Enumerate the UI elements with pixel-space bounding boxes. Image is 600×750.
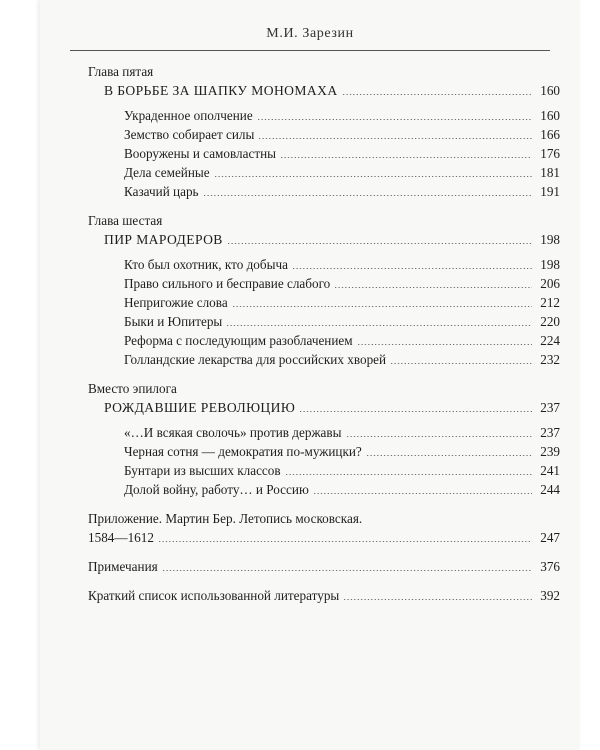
toc-epilogue-title[interactable]	[88, 398, 560, 417]
leader-dots	[390, 363, 532, 364]
toc-chapter-5-title[interactable]	[88, 81, 560, 100]
toc-entry[interactable]	[88, 274, 560, 293]
toc-entry-page: 176	[540, 146, 560, 161]
toc-entry[interactable]	[88, 350, 560, 369]
toc-entry-title: «…И всякая сволочь» против державы	[124, 425, 342, 440]
leader-dots	[158, 541, 532, 542]
toc-entry-title: Быки и Юпитеры	[124, 314, 223, 329]
chapter-label-5: Глава пятая	[88, 64, 154, 79]
toc-notes[interactable]	[88, 557, 560, 576]
toc-entry-page: 206	[540, 276, 560, 291]
toc-entry[interactable]	[88, 106, 560, 125]
leader-dots	[346, 436, 533, 437]
toc-entry-page: 237	[540, 425, 560, 440]
toc-entry[interactable]	[88, 480, 560, 499]
toc-entry[interactable]	[88, 163, 560, 182]
leader-dots	[214, 176, 532, 177]
toc-entry[interactable]	[88, 144, 560, 163]
toc-entry-page: 224	[540, 333, 560, 348]
toc-entry[interactable]	[88, 125, 560, 144]
toc-entry-page: 198	[540, 232, 560, 247]
toc-entry-page: 220	[540, 314, 560, 329]
leader-dots	[313, 493, 532, 494]
toc-entry-title: Право сильного и бесправие слабого	[124, 276, 331, 291]
toc-entry[interactable]	[88, 423, 560, 442]
toc-entry-title: Кто был охотник, кто добыча	[124, 257, 288, 272]
toc-entry-title: Непригожие слова	[124, 295, 228, 310]
toc-entry-title: Краткий список использованной литературы	[88, 588, 340, 603]
leader-dots	[357, 344, 532, 345]
toc-entry-page: 160	[540, 83, 560, 98]
epilogue-label: Вместо эпилога	[88, 381, 177, 396]
leader-dots	[162, 570, 532, 571]
toc-entry[interactable]	[88, 182, 560, 201]
toc-entry-page: 191	[540, 184, 560, 199]
toc-chapter-6-title[interactable]	[88, 230, 560, 249]
chapter-label-6: Глава шестая	[88, 213, 163, 228]
toc-entry-title: Вооружены и самовластны	[124, 146, 277, 161]
toc-appendix[interactable]	[88, 528, 560, 547]
toc-entry-page: 376	[540, 559, 560, 574]
toc-entry-title: Голландские лекарства для российских хворей	[124, 352, 387, 367]
leader-dots	[292, 268, 532, 269]
toc-entry-page: 247	[540, 530, 560, 545]
leader-dots	[258, 138, 532, 139]
toc-entry-title: Черная сотня — демократия по-мужицки?	[124, 444, 362, 459]
leader-dots	[203, 195, 532, 196]
toc-entry-title: В БОРЬБЕ ЗА ШАПКУ МОНОМАХА	[104, 83, 338, 98]
toc-entry-page: 241	[540, 463, 560, 478]
toc-entry-page: 160	[540, 108, 560, 123]
toc-entry-title: 1584—1612	[88, 530, 154, 545]
toc-entry-page: 239	[540, 444, 560, 459]
toc-entry-page: 232	[540, 352, 560, 367]
leader-dots	[342, 94, 532, 95]
leader-dots	[227, 243, 532, 244]
toc-entry-title: ПИР МАРОДЕРОВ	[104, 232, 223, 247]
toc-entry-title: Примечания	[88, 559, 158, 574]
toc-bibliography[interactable]	[88, 586, 560, 605]
leader-dots	[299, 411, 532, 412]
toc-entry[interactable]	[88, 255, 560, 274]
toc-entry-title: Долой войну, работу… и Россию	[124, 482, 309, 497]
leader-dots	[343, 599, 532, 600]
running-head: М.И. Зарезин	[266, 26, 354, 41]
leader-dots	[285, 474, 532, 475]
toc-entry[interactable]	[88, 312, 560, 331]
toc-entry-page: 166	[540, 127, 560, 142]
table-of-contents	[88, 62, 560, 605]
toc-entry[interactable]	[88, 331, 560, 350]
leader-dots	[232, 306, 532, 307]
toc-entry-title: Украденное ополчение	[124, 108, 253, 123]
toc-entry[interactable]	[88, 442, 560, 461]
toc-entry-title: Реформа с последующим разоблачением	[124, 333, 353, 348]
toc-entry-title: Дела семейные	[124, 165, 210, 180]
toc-entry-page: 198	[540, 257, 560, 272]
leader-dots	[280, 157, 532, 158]
leader-dots	[366, 455, 532, 456]
leader-dots	[257, 119, 532, 120]
toc-entry-page: 237	[540, 400, 560, 415]
toc-entry[interactable]	[88, 461, 560, 480]
toc-entry-title: РОЖДАВШИЕ РЕВОЛЮЦИЮ	[104, 400, 296, 415]
toc-entry[interactable]	[88, 293, 560, 312]
toc-entry-title: Бунтари из высших классов	[124, 463, 281, 478]
leader-dots	[334, 287, 532, 288]
toc-entry-page: 212	[540, 295, 560, 310]
header-rule	[70, 50, 550, 51]
leader-dots	[226, 325, 532, 326]
toc-entry-page: 392	[540, 588, 560, 603]
toc-entry-title: Казачий царь	[124, 184, 199, 199]
toc-entry-page: 244	[540, 482, 560, 497]
toc-entry-title: Земство собирает силы	[124, 127, 255, 142]
toc-entry-page: 181	[540, 165, 560, 180]
appendix-title-line1: Приложение. Мартин Бер. Летопись московская.	[88, 511, 363, 526]
book-page	[40, 0, 580, 750]
